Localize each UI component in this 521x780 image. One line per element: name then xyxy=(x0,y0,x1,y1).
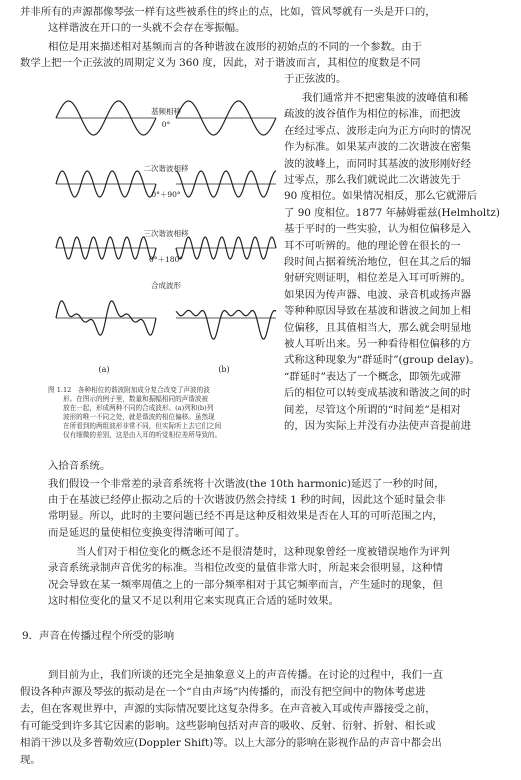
right-column-line: 位偏移，且其值相当大，那么就会明显地 xyxy=(284,321,472,334)
figure-caption-line: 在所看到的两组波形非常不同，但实际听上去它们之间 xyxy=(63,422,222,430)
text-line: 录音系统录制声音优劣的标准。当相位改变的量值非常大时，所起来会很明显，这种情 xyxy=(48,562,443,574)
right-column-line: 基于平时的一些实验，认为相位偏移是入 xyxy=(284,223,472,236)
fundamental-label: 基频相移 xyxy=(151,107,181,116)
right-column-line: 耳不可听辨的。他的理论曾在很长的一 xyxy=(284,239,461,252)
right-column-line: 我们通常并不把密集波的波峰值和稀 xyxy=(302,92,469,104)
text-line: 由于在基波已经停止振动之后的十次谐波仍然会持续 1 秒的时间，因此这个延时量会非 xyxy=(48,494,446,506)
right-column-line: 等种种原因导致在基波和谐波之间加上相 xyxy=(284,305,472,318)
right-column-line: 了 90 度相位。1877 年赫姆霍兹(Helmholtz) xyxy=(284,206,500,219)
right-column-line: 的，因为实际上并没有办法使声音提前进 xyxy=(284,420,472,432)
text-line: 有可能受到许多其它因素的影响。这些影响包括对声音的吸收、反射、衍射、折射、相长或 xyxy=(20,720,436,732)
right-column-line: 被人耳听出来。另一种看待相位偏移的方 xyxy=(284,338,472,350)
right-column-line: 间差，尽管这个所谓的“时间差”是相对 xyxy=(284,403,461,416)
composite-label: 合成波形 xyxy=(151,281,181,290)
text-line: 现。 xyxy=(20,754,41,766)
right-column-line: 如果因为传声器、电波、录音机或扬声器 xyxy=(284,288,472,301)
text-line: 这时相位变化的量又不足以利用它来实现真正合适的延时效果。 xyxy=(48,595,339,607)
right-column-line: 后的相位可以转变成基波和谐波之间的时 xyxy=(284,387,472,400)
third-harmonic-label: 三次谐波相移 xyxy=(143,229,189,238)
second-harmonic-label: 二次谐波相移 xyxy=(143,164,189,173)
right-column-line: 在经过零点、波形走向为正方向时的情况 xyxy=(284,124,472,137)
figure-caption-line: 波形的唯一不同之处，就是谐波的相位偏移。虽然现 xyxy=(63,413,215,421)
figure-caption-line: 放在一起，形成两种不同的合成波形。(a)列和(b)列 xyxy=(63,404,214,412)
text-line: 去，但在客观世界中，声源的实际情况要比这复杂得多。在声音被入耳或传声器接受之前， xyxy=(20,703,436,715)
figure-caption-line: 图 1.12 各种相位的谐波附加成分复合改变了声波的波 xyxy=(48,386,210,394)
right-column-line: “群延时”表达了一个概念，即领先或滞 xyxy=(284,370,461,383)
text-line: 我们假设一个非常差的录音系统将十次谐波(the 10th harmonic)延迟了一秒的时间， xyxy=(48,478,445,490)
panel-a-label: (a) xyxy=(98,365,110,374)
right-column-line: 波的波峰上，而同时其基波的波形刚好经 xyxy=(284,157,472,170)
section-heading: 9．声音在传播过程个所受的影响 xyxy=(22,630,175,642)
composite-wave-b xyxy=(176,310,276,339)
waveform-diagram xyxy=(48,80,284,380)
right-column-line: 疏波的波谷值作为相位的标准，而把波 xyxy=(284,108,461,121)
figure-caption-line: 形。在图示的例子里，数量和振幅相同的声谐波被 xyxy=(63,395,209,403)
text-line: 况会导致在某一频率周值之上的一部分频率相对于其它频率而言，产生延时的现象，但 xyxy=(48,579,443,591)
right-column-line: 式称这种现象为“群延时”(group delay)。 xyxy=(284,354,480,367)
third-harmonic-degree-label: 0°＋180° xyxy=(148,255,184,264)
text-line: 相位是用来描述相对基频而言的各种谐波在波形的初始点的不同的一个参数。由于 xyxy=(48,41,423,53)
text-line: 于正弦波的。 xyxy=(284,73,347,85)
text-line: 当人们对于相位变化的概念还不是很清楚时，这种现象曾经一度被错误地作为评判 xyxy=(76,546,451,558)
text-line: 假设各种声源及琴弦的振动是在一个“自由声场”内传播的，而没有把空间中的物体考虑进 xyxy=(20,686,426,698)
panel-b-label: (b) xyxy=(218,365,230,374)
right-column-line: 90 度相位。如果情况相反，那么它就滞后 xyxy=(284,190,478,203)
right-column-line: 作为标准。如果某声波的二次谐波在密集 xyxy=(284,141,472,154)
text-line: 数学上把一个正弦波的周期定义为 360 度，因此，对于谐波而言，其相位的度数是不同 xyxy=(20,57,421,69)
figure-caption-line: 仅有细微的差别，这是由入耳的听觉相位差所导致的。 xyxy=(63,431,222,439)
text-line: 并非所有的声源都像琴弦一样有这些被系住的终止的点，比如，管风琴就有一头是开口的， xyxy=(20,6,436,18)
text-line: 入拾音系统。 xyxy=(48,460,111,472)
text-line: 到目前为止，我们所谈的还完全是抽象意义上的声音传播。在讨论的过程中，我们一直 xyxy=(48,669,443,681)
text-line: 这样谐波在开口的一头就不会存在零振幅。 xyxy=(48,22,246,34)
figure-1-12 xyxy=(48,80,284,452)
right-column-line: 段时间占据着统治地位，但在其之后的辐 xyxy=(284,256,472,268)
right-column-line: 射研究则证明，相位差是入耳可听辨的。 xyxy=(284,272,472,285)
text-line: 而是延迟的量使相位变换变得清晰可闻了。 xyxy=(48,527,246,539)
text-line: 常明显。所以，此时的主要问题已经不再是这种反相效果是否在人耳的可听范围之内， xyxy=(48,510,443,522)
second-harmonic-degree-label: 0°＋90° xyxy=(151,190,181,199)
text-line: 相消干涉以及多普勒效应(Doppler Shift)等。以上大部分的影响在影视作品的声音中都会出 xyxy=(20,737,442,749)
fundamental-degree-label: 0° xyxy=(161,120,171,129)
right-column-line: 过零点，那么我们就说此二次谐波先于 xyxy=(284,174,461,186)
